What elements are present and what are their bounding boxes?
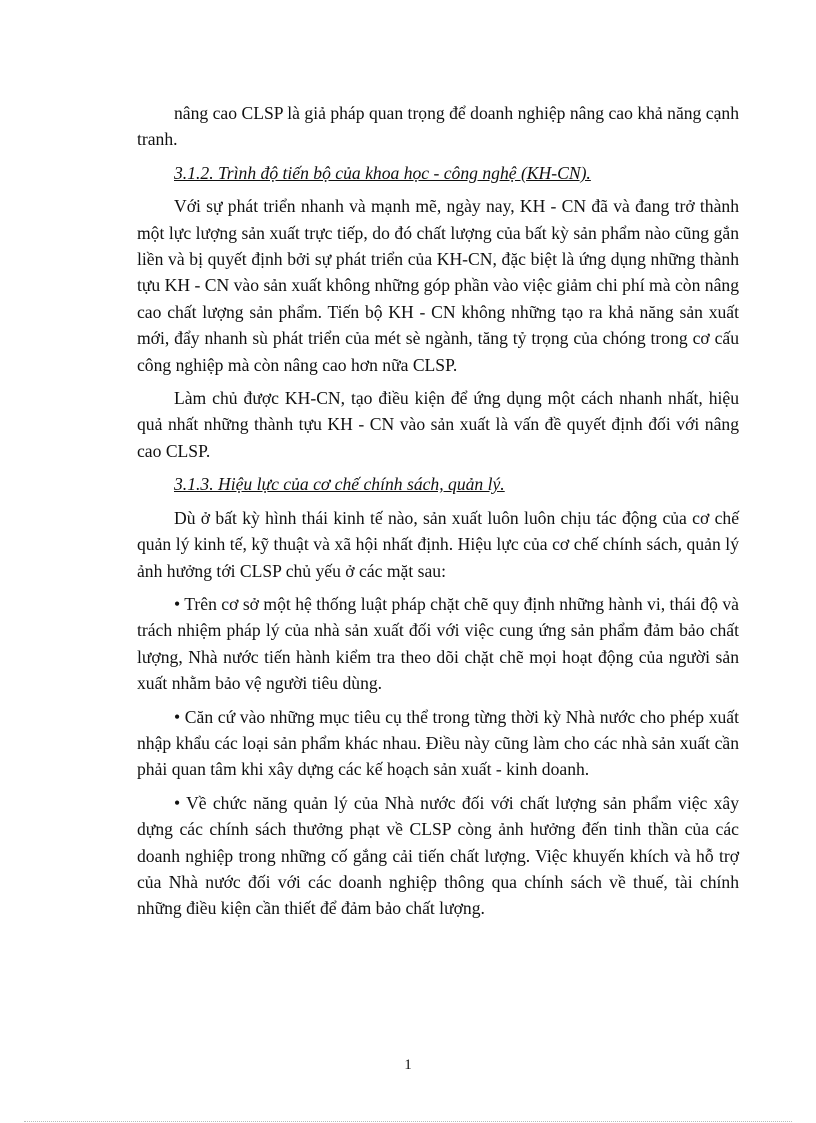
bullet-paragraph-import-export: • Căn cứ vào những mục tiêu cụ thể trong từng thời kỳ Nhà nước cho phép xuất nhập khẩu các loại sản phẩm khác nhau. Điều này cũng làm cho các nhà sản xuất cần phải quan tâm khi xây dựng các kế hoạch sản xuất - kinh doanh. bbox=[137, 706, 739, 780]
bullet-paragraph-legal-system: • Trên cơ sở một hệ thống luật pháp chặt chẽ quy định những hành vi, thái độ và trách nhiệm pháp lý của nhà sản xuất đối với việc cung ứng sản phẩm đảm bảo chất lượng, Nhà nước tiến hành kiểm tra theo dõi chặt chẽ mọi hoạt động của người sản xuất nhằm bảo vệ người tiêu dùng. bbox=[137, 593, 739, 694]
paragraph-mastering-technology: Làm chủ được KH-CN, tạo điều kiện để ứng dụng một cách nhanh nhất, hiệu quả nhất những thành tựu KH - CN vào sản xuất là vấn đề quyết định đối với nâng cao CLSP. bbox=[137, 388, 739, 461]
bullet-paragraph-state-management: • Về chức năng quản lý của Nhà nước đối với chất lượng sản phẩm việc xây dựng các chính sách thưởng phạt về CLSP còng ảnh hưởng đến tinh thần của các doanh nghiệp trong những cố gắng cải tiến chất lượng. Việc khuyến khích và hỗ trợ của Nhà nước đối với các doanh nghiệp thông qua chính sách về thuế, tài chính những điều kiện cần thiết để đảm bảo chất lượng. bbox=[137, 792, 739, 919]
paragraph-technology: Với sự phát triển nhanh và mạnh mẽ, ngày nay, KH - CN đã và đang trở thành một lực lượng sản xuất trực tiếp, do đó chất lượng của bất kỳ sản phẩm nào cũng gắn liền và bị quyết định bởi sự phát triển của KH-CN, đặc biệt là ứng dụng những thành tựu KH - CN vào sản xuất không những góp phần vào việc giảm chi phí mà còn nâng cao chất lượng sản phẩm. Tiến bộ KH - CN không những tạo ra khả năng sản xuất mới, đẩy nhanh sù phát triển của mét sè ngành, tăng tỷ trọng của chóng trong cơ cấu công nghiệp mà còn nâng cao hơn nữa CLSP. bbox=[137, 196, 739, 375]
paragraph-policy-intro: Dù ở bất kỳ hình thái kinh tế nào, sản xuất luôn luôn chịu tác động của cơ chế quản lý kinh tế, kỹ thuật và xã hội nhất định. Hiệu lực của cơ chế chính sách, quản lý ảnh hưởng tới CLSP chủ yếu ở các mặt sau: bbox=[137, 507, 739, 581]
page-number: 1 bbox=[404, 1057, 412, 1073]
page-body bbox=[137, 100, 739, 929]
section-heading-3-1-2: 3.1.2. Trình độ tiến bộ của khoa học - công nghệ (KH-CN). bbox=[174, 162, 591, 183]
page-bottom-divider bbox=[24, 1121, 792, 1122]
section-heading-3-1-3: 3.1.3. Hiệu lực của cơ chế chính sách, quản lý. bbox=[174, 474, 505, 495]
paragraph-intro: nâng cao CLSP là giả pháp quan trọng để doanh nghiệp nâng cao khả năng cạnh tranh. bbox=[137, 103, 739, 150]
